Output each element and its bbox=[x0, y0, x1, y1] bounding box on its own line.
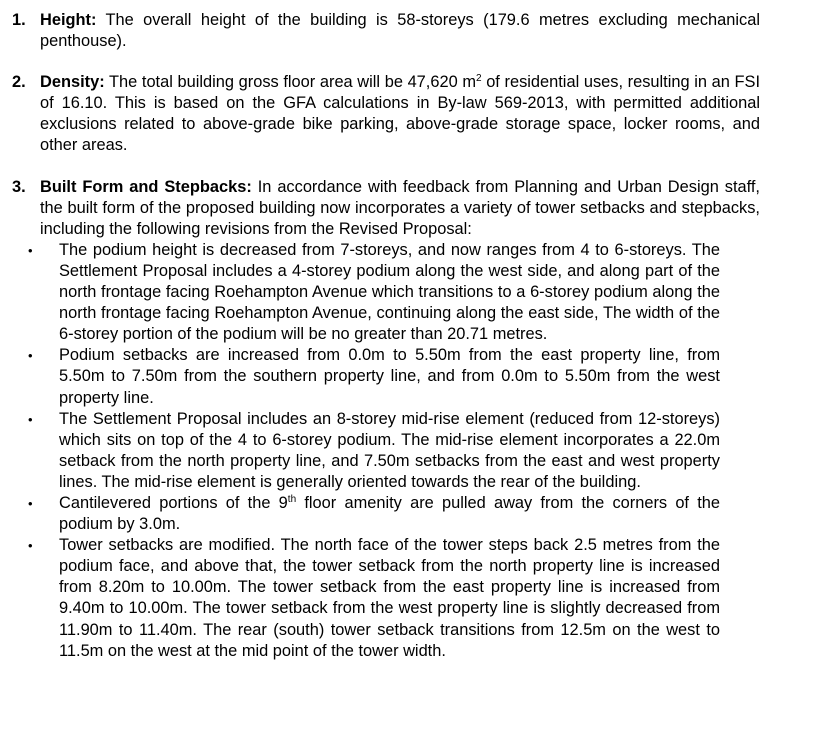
item-number: 3. bbox=[12, 177, 26, 196]
item-text: The total building gross floor area will be 47,620 m bbox=[104, 73, 476, 92]
item-heading: Built Form and Stepbacks: bbox=[40, 177, 252, 196]
bullet-icon: • bbox=[28, 411, 33, 427]
bullet-text: Cantilevered portions of the 9 bbox=[59, 493, 288, 512]
bullet-icon: • bbox=[28, 242, 33, 258]
bullet-text: The Settlement Proposal includes an 8-storey mid-rise element (reduced from 12-storeys) which sits on top of the 4 to 6-storey podium. The mid-rise element incorporates a 22.0m setback from the north property line, and 7.50m setbacks from the east and west property lines. The mid-rise element is generally oriented towards the rear of the building. bbox=[59, 409, 720, 491]
bullet-item bbox=[28, 535, 720, 662]
bullet-icon: • bbox=[28, 538, 33, 554]
item-heading: Density: bbox=[40, 73, 105, 92]
bullet-list bbox=[0, 240, 823, 662]
bullet-item bbox=[28, 493, 720, 535]
list-item-built-form bbox=[0, 177, 760, 240]
superscript: th bbox=[287, 493, 297, 505]
list-item-density bbox=[0, 72, 760, 156]
superscript: 2 bbox=[476, 73, 482, 85]
bullet-text: The podium height is decreased from 7-storeys, and now ranges from 4 to 6-storeys. The Settlement Proposal includes a 4-storey podium along the west side, and along part of the north frontage facing Roehampton Avenue which transitions to a 6-storey podium along the north frontage facing Roehampton Avenue, continuing along the east side, The width of the 6-storey portion of the podium will be no greater than 20.71 metres. bbox=[59, 240, 720, 344]
bullet-item bbox=[28, 345, 720, 408]
bullet-text: Tower setbacks are modified. The north face of the tower steps back 2.5 metres from the podium face, and above that, the tower setback from the north property line is increased from 8.20m to 10.00m. The tower setback from the east property line is increased from 9.40m to 10.00m. The tower setback from the west property line is slightly decreased from 11.90m to 11.40m. The rear (south) tower setback transitions from 12.5m on the west to 11.5m on the west at the mid point of the tower width. bbox=[59, 536, 720, 660]
item-text: In accordance with feedback from Planning and Urban Design staff, the built form of the proposed building now incorporates a variety of tower setbacks and stepbacks, including the following revisions from the Revised Proposal: bbox=[40, 177, 760, 238]
item-text-continued: of residential uses, resulting in an FSI of 16.10. This is based on the GFA calculations in By-law 569-2013, with permitted additional exclusions related to above-grade bike parking, above-grade storage space, locker rooms, and other areas. bbox=[40, 73, 760, 155]
item-number: 2. bbox=[12, 73, 26, 92]
item-text: The overall height of the building is 58-storeys (179.6 metres excluding mechanical penthouse). bbox=[40, 11, 760, 51]
bullet-icon: • bbox=[28, 348, 33, 364]
document-page bbox=[0, 10, 823, 662]
bullet-item bbox=[28, 240, 720, 345]
bullet-item bbox=[28, 409, 720, 493]
bullet-icon: • bbox=[28, 495, 33, 511]
list-item-height bbox=[0, 10, 760, 52]
bullet-text-continued: floor amenity are pulled away from the corners of the podium by 3.0m. bbox=[59, 493, 720, 534]
item-number: 1. bbox=[12, 11, 26, 29]
bullet-text: Podium setbacks are increased from 0.0m to 5.50m from the east property line, from 5.50m to 7.50m from the southern property line, and from 0.0m to 5.50m from the west property line. bbox=[59, 346, 720, 407]
item-heading: Height: bbox=[40, 11, 97, 29]
